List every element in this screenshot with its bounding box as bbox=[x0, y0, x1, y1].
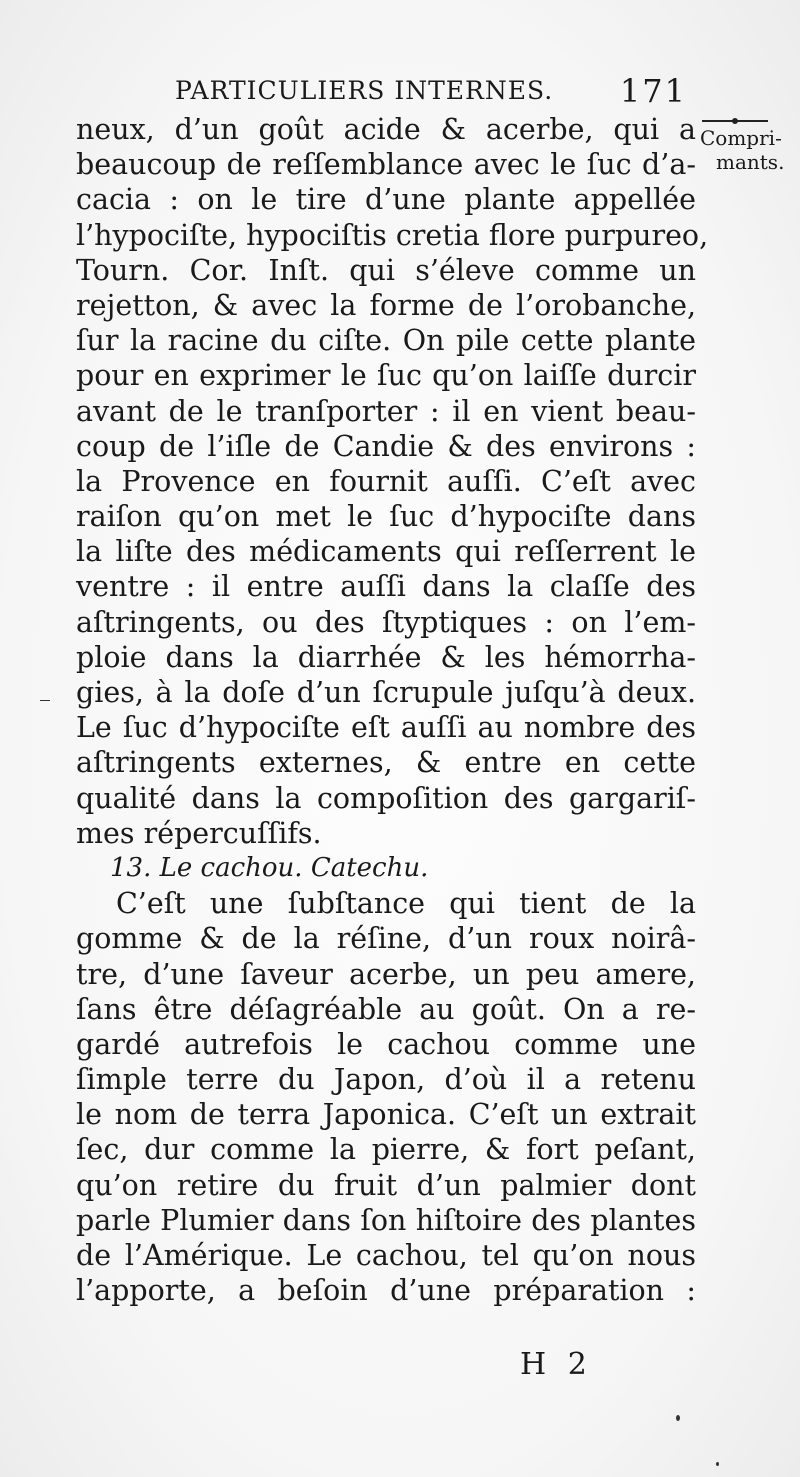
text-line: ventre : il entre auſſi dans la claſſe des bbox=[76, 570, 696, 604]
running-title: PARTICULIERS INTERNES. bbox=[175, 76, 554, 105]
text-line: ſur la racine du ciſte. On pile cette plante bbox=[76, 324, 696, 358]
page-header bbox=[175, 72, 695, 112]
text-line: gomme & de la réſine, d’un roux noirâ- bbox=[76, 922, 696, 956]
text-line: raiſon qu’on met le ſuc d’hypociſte dans bbox=[76, 500, 696, 534]
text-line: C’eſt une ſubſtance qui tient de la bbox=[116, 887, 696, 921]
margin-note bbox=[698, 116, 796, 174]
text-line: gardé autrefois le cachou comme une bbox=[76, 1027, 696, 1061]
text-line: Tourn. Cor. Inſt. qui s’éleve comme un bbox=[76, 253, 696, 287]
ink-speck bbox=[676, 1415, 680, 1421]
text-line: l’apporte, a beſoin d’une préparation : bbox=[76, 1274, 696, 1308]
text-line: de l’Amérique. Le cachou, tel qu’on nous bbox=[76, 1239, 696, 1272]
body-text bbox=[76, 112, 709, 1308]
text-line: ſec, dur comme la pierre, & fort peſant, bbox=[76, 1133, 696, 1167]
text-line: le nom de terra Japonica. C’eſt un extrait bbox=[76, 1098, 696, 1132]
text-line: cacia : on le tire d’une plante appellée bbox=[76, 183, 696, 217]
text-line: gies, à la doſe d’un ſcrupule juſqu’à deux. bbox=[76, 676, 696, 709]
text-line: qualité dans la compoſition des gargariſ- bbox=[76, 781, 696, 815]
margin-rule bbox=[702, 120, 768, 122]
text-line: ſans être déſagréable au goût. On a re- bbox=[76, 992, 696, 1026]
text-line: mes répercuſſifs. bbox=[76, 816, 322, 850]
text-line: aſtringents, ou des ſtyptiques : on l’em- bbox=[76, 605, 696, 639]
text-line: qu’on retire du fruit d’un palmier dont bbox=[76, 1168, 696, 1202]
text-line: aſtringents externes, & entre en cette bbox=[76, 746, 696, 780]
text-line: la Provence en fournit auſſi. C’eſt avec bbox=[76, 464, 696, 498]
text-line: Le ſuc d’hypociſte eſt auſſi au nombre des bbox=[76, 711, 696, 745]
signature-mark: H 2 bbox=[520, 1347, 593, 1382]
section-heading: 13. Le cachou. Catechu. bbox=[110, 852, 429, 883]
text-line: ploie dans la diarrhée & les hémorrha- bbox=[76, 640, 696, 674]
ink-speck bbox=[716, 1462, 719, 1466]
text-line: avant de le tranſporter : il en vient beau- bbox=[76, 394, 696, 428]
text-line: rejetton, & avec la forme de l’orobanche, bbox=[76, 288, 696, 322]
text-line: neux, d’un goût acide & acerbe, qui a bbox=[76, 113, 696, 146]
text-line: parle Plumier dans ſon hiſtoire des plantes bbox=[76, 1203, 696, 1237]
text-line: pour en exprimer le ſuc qu’on laiſſe durcir bbox=[76, 359, 696, 393]
text-line: l’hypociſte, hypociſtis cretia flore purpureo, bbox=[76, 218, 709, 252]
text-line: ſimple terre du Japon, d’où il a retenu bbox=[76, 1063, 696, 1097]
text-line: tre, d’une ſaveur acerbe, un peu amere, bbox=[76, 957, 696, 991]
text-line: coup de l’iſle de Candie & des environs : bbox=[76, 429, 696, 463]
margin-note-line: Compri- bbox=[700, 126, 782, 150]
ink-speck bbox=[40, 700, 50, 701]
page-number: 171 bbox=[619, 72, 687, 110]
margin-note-line: mants. bbox=[716, 150, 785, 174]
text-line: la liſte des médicaments qui reſſerrent le bbox=[76, 535, 696, 569]
text-line: beaucoup de reſſemblance avec le ſuc d’a- bbox=[76, 148, 696, 182]
